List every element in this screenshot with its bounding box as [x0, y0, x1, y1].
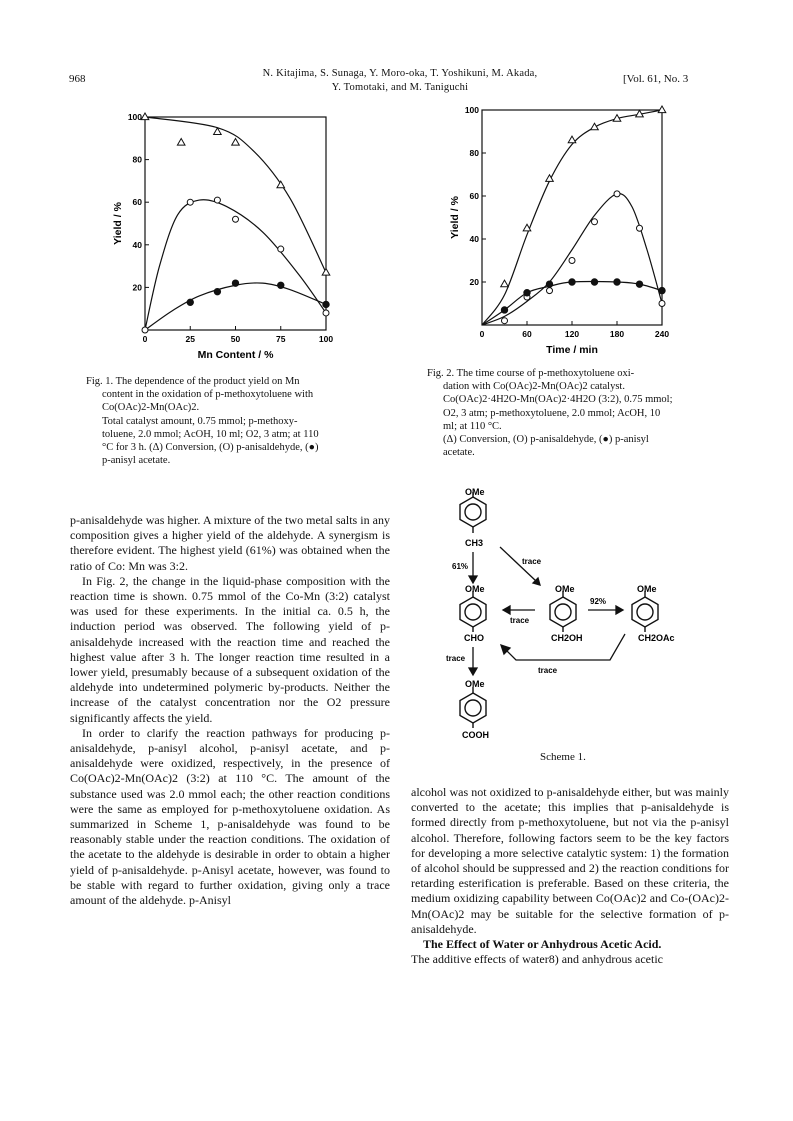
label-trace-2: trace — [510, 616, 530, 625]
anisyl-acetate-point — [614, 279, 620, 285]
benzene-ring-anisic-acid — [460, 693, 486, 723]
label-ome-5: OMe — [465, 679, 485, 689]
figure-1-chart — [100, 105, 345, 367]
anisaldehyde-point — [659, 301, 665, 307]
anisaldehyde-point — [614, 191, 620, 197]
anisyl-acetate-point — [214, 288, 220, 294]
figure-2-caption-line: (Δ) Conversion, (O) p-anisaldehyde, (●) p-anisyl — [443, 434, 649, 446]
x-tick-label: 180 — [609, 329, 625, 339]
running-header-authors — [210, 67, 590, 95]
figure-1-caption-line: Total catalyst amount, 0.75 mmol; p-methoxy- — [102, 415, 298, 427]
x-axis-label: Mn Content / % — [197, 349, 274, 361]
figure-2-caption-line: O2, 3 atm; p-methoxytoluene, 2.0 mmol; AcOH, 10 — [443, 407, 661, 419]
figure-1-caption — [86, 375, 386, 467]
x-tick-label: 120 — [564, 329, 580, 339]
anisaldehyde-point — [142, 327, 148, 333]
x-tick-label: 50 — [230, 334, 241, 344]
anisyl-acetate-point — [278, 282, 284, 288]
anisyl-acetate-point — [569, 279, 575, 285]
anisyl-acetate-point — [659, 287, 665, 293]
label-92-percent: 92% — [590, 597, 607, 606]
label-61-percent: 61% — [452, 562, 469, 571]
anisaldehyde-point — [547, 288, 553, 294]
benzene-ring-anisyl-alcohol — [550, 597, 576, 627]
right-column-text — [411, 785, 729, 967]
conversion-point — [501, 280, 509, 287]
scheme-1-diagram — [440, 484, 710, 746]
anisyl-acetate-point — [501, 307, 507, 313]
label-ch3: CH3 — [465, 538, 484, 548]
x-tick-label: 100 — [318, 334, 334, 344]
figure-1-caption-line: Fig. 1. The dependence of the product yield on Mn — [86, 376, 300, 387]
y-tick-label: 60 — [469, 191, 479, 201]
conversion-point — [141, 113, 149, 120]
scheme-1-caption: Scheme 1. — [540, 751, 586, 763]
label-ome-3: OMe — [555, 584, 575, 594]
anisaldehyde-point — [637, 225, 643, 231]
figure-1-caption-line: p-anisyl acetate. — [102, 455, 171, 467]
label-cho: CHO — [464, 633, 484, 643]
anisyl-acetate-point — [636, 281, 642, 287]
trend-curve — [145, 283, 326, 330]
authors-line-1: N. Kitajima, S. Sunaga, Y. Moro-oka, T. Yoshikuni, M. Akada, — [262, 68, 538, 79]
anisaldehyde-point — [214, 197, 220, 203]
anisyl-acetate-point — [187, 299, 193, 305]
x-tick-label: 0 — [142, 334, 148, 344]
left-column-text — [70, 513, 390, 908]
conversion-point — [277, 181, 285, 188]
y-tick-label: 20 — [132, 282, 142, 293]
y-tick-label: 100 — [127, 112, 142, 122]
label-ome-2: OMe — [465, 584, 485, 594]
figure-2-caption-line: Fig. 2. The time course of p-methoxytoluene oxi- — [427, 368, 635, 379]
trend-curve — [482, 282, 662, 325]
label-ch2oh: CH2OH — [551, 633, 583, 643]
anisaldehyde-point — [592, 219, 598, 225]
y-tick-label: 40 — [132, 239, 142, 250]
conversion-point — [591, 123, 599, 130]
anisaldehyde-point — [187, 199, 193, 205]
anisaldehyde-point — [233, 216, 239, 222]
conversion-point — [322, 268, 330, 275]
volume-label: [Vol. 61, No. 3 — [623, 73, 689, 85]
x-tick-label: 60 — [522, 329, 532, 339]
section-heading: The Effect of Water or Anhydrous Acetic Acid. — [423, 937, 662, 952]
label-ch2oac: CH2OAc — [638, 633, 675, 643]
x-tick-label: 25 — [185, 334, 195, 344]
figure-2-caption — [427, 367, 731, 459]
y-tick-label: 80 — [469, 148, 479, 158]
figure-2-chart — [440, 100, 680, 362]
figure-2-caption-line: dation with Co(OAc)2-Mn(OAc)2 catalyst. — [443, 381, 625, 393]
y-axis-label: Yield / % — [112, 202, 124, 245]
figure-1-caption-line: Co(OAc)2-Mn(OAc)2. — [102, 402, 200, 414]
conversion-point — [177, 139, 185, 146]
anisaldehyde-point — [323, 310, 329, 316]
label-trace-3: trace — [446, 654, 466, 663]
label-ome-1: OMe — [465, 487, 485, 497]
paragraph: The additive effects of water8) and anhydrous acetic — [411, 952, 663, 967]
conversion-point — [568, 136, 576, 143]
paragraph: In order to clarify the reaction pathways for producing p-anisaldehyde, p-anisyl alcohol, p-anisyl acetate, and p-anisaldehyde were oxidized, respectively, in the presence of Co(OAc)2-Mn(OAc)2 (3:2) at 110 °C. The amount of the substance used was 2.0 mmol each; the other reaction conditions were the same as employed for p-methoxytoluene oxidation. As summarized in Scheme 1, p-anisaldehyde was found to be reasonably stable under the reaction conditions. The oxidation of the acetate to the aldehyde is desirable in order to obtain a higher yield of p-anisaldehyde. p-Anisyl acetate, however, was found to be stable with regard to further oxidation, giving only a trace amount of the aldehyde. p-Anisyl — [70, 725, 390, 908]
page-number: 968 — [69, 73, 86, 85]
benzene-ring-anisyl-acetate — [632, 597, 658, 627]
anisyl-acetate-point — [524, 290, 530, 296]
anisaldehyde-point — [569, 258, 575, 264]
label-trace-4: trace — [538, 666, 558, 675]
anisaldehyde-point — [502, 318, 508, 324]
y-tick-label: 100 — [464, 105, 479, 115]
figure-1-caption-line: °C for 3 h. (Δ) Conversion, (O) p-anisaldehyde, (●) — [102, 442, 319, 454]
y-tick-label: 20 — [469, 277, 479, 287]
anisyl-acetate-point — [546, 281, 552, 287]
y-tick-label: 40 — [469, 234, 479, 244]
anisaldehyde-point — [278, 246, 284, 252]
label-ome-4: OMe — [637, 584, 657, 594]
figure-1-caption-line: toluene, 2.0 mmol; AcOH, 10 ml; O2, 3 atm; at 110 — [102, 428, 319, 440]
anisyl-acetate-point — [232, 280, 238, 286]
anisyl-acetate-point — [323, 301, 329, 307]
y-tick-label: 80 — [132, 154, 142, 165]
y-axis-label: Yield / % — [449, 196, 461, 239]
benzene-ring-methoxytoluene — [460, 497, 486, 527]
x-tick-label: 240 — [654, 329, 670, 339]
anisyl-acetate-point — [591, 279, 597, 285]
figure-2-caption-line: Co(OAc)2·4H2O-Mn(OAc)2·4H2O (3:2), 0.75 mmol; — [443, 394, 673, 406]
plot-frame — [145, 117, 326, 330]
paragraph: In Fig. 2, the change in the liquid-phase composition with the reaction time is shown. 0.75 mmol of the Co-Mn (3:2) catalyst was used for these experiments. In the initial ca. 0.5 h, the induction period was observed. The following yield of p-anisaldehyde increased with the reaction time and reached the highest value after 3 h. The longer reaction time resulted in a lower yield, presumably because of a subsequent oxidation of the aldehyde into undetermined polymeric by-products. Neither the increase of the catalyst concentration nor the O2 pressure significantly affects the yield. — [70, 573, 390, 725]
authors-line-2: Y. Tomotaki, and M. Taniguchi — [331, 82, 469, 93]
figure-1-caption-line: content in the oxidation of p-methoxytoluene with — [102, 389, 314, 401]
figure-2-caption-line: acetate. — [443, 447, 475, 459]
x-tick-label: 0 — [479, 329, 485, 339]
label-cooh: COOH — [462, 730, 489, 740]
benzene-ring-anisaldehyde — [460, 597, 486, 627]
label-trace-1: trace — [522, 557, 542, 566]
x-axis-label: Time / min — [546, 344, 598, 356]
figure-2-caption-line: ml; at 110 °C. — [443, 420, 502, 432]
conversion-point — [232, 139, 240, 146]
paragraph: alcohol was not oxidized to p-anisaldehyde either, but was mainly converted to the acetate; this implies that p-anisaldehyde is formed directly from p-methoxytoluene, but not via the p-anisyl alcohol. Therefore, following factors seem to be the key factors for developing a more selective catalytic system: 1) the formation of alcohol should be suppressed and 2) the reaction conditions for retarding esterification is preferable. Based on these criteria, the medium oxidizing capability between Co(OAc)2 and Co-(OAc)2-Mn(OAc)2 may be suitable for the selective formation of p-anisaldehyde. — [411, 785, 729, 936]
y-tick-label: 60 — [132, 197, 142, 208]
paragraph: p-anisaldehyde was higher. A mixture of the two metal salts in any composition gives a higher yield of the aldehyde. A synergism is therefore evident. The highest yield (61%) was obtained when the ratio of Co: Mn was 3:2. — [70, 513, 390, 573]
x-tick-label: 75 — [276, 334, 286, 344]
conversion-point — [658, 106, 666, 113]
